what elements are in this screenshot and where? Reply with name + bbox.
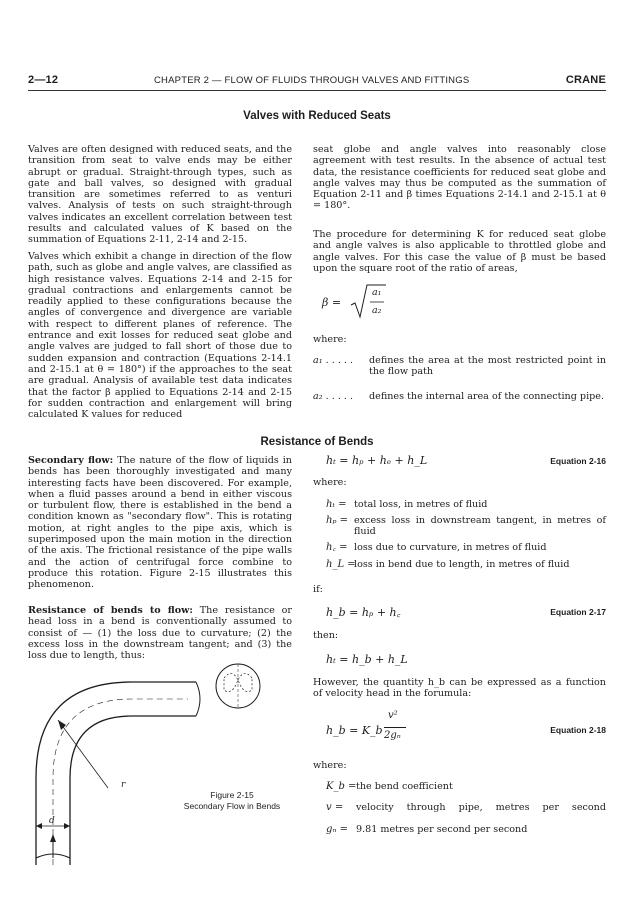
eq18-denominator: 2gₙ bbox=[384, 730, 401, 741]
eq18-fraction-bar bbox=[384, 727, 406, 728]
figure-label-d: d bbox=[49, 816, 55, 826]
section-title-reduced-seats: Valves with Reduced Seats bbox=[243, 110, 391, 122]
if-label: if: bbox=[313, 584, 323, 595]
equation-2-16: hₜ = hₚ + hₑ + h_L bbox=[326, 454, 428, 467]
head-loss-definitions: hₜ = total loss, in metres of fluid hₚ = excess loss in downstream tangent, in metres of fluid h꜀ = loss due to curvature, in metres of fluid h_L = loss in bend due to length, in metres of fluid bbox=[326, 499, 606, 570]
chapter-title: CHAPTER 2 — FLOW OF FLUIDS THROUGH VALVES AND FITTINGS bbox=[154, 75, 470, 86]
brand-name: CRANE bbox=[565, 74, 606, 86]
equation-beta bbox=[322, 283, 442, 323]
beta-denominator: a₂ bbox=[372, 305, 382, 316]
beta-numerator: a₁ bbox=[372, 287, 382, 298]
equation-2-17-label: Equation 2-17 bbox=[550, 607, 606, 617]
page-header bbox=[28, 74, 606, 88]
header-rule bbox=[28, 90, 606, 91]
paragraph-reduced-seats-1: Valves are often designed with reduced seats, and the transition from seat to valve ends may be either abrupt or gradual. Straight-through types, such as gate and ball valves, so designed with gradual transition are sometimes referred to as venturi valves. Analysis of tests on such straight-through valves indicates an excellent correlation between test results and calculated values of K based on the summation of Equations 2-11, 2-14 and 2-15. bbox=[28, 144, 292, 246]
paragraph-reduced-seats-3: seat globe and angle valves into reasonably close agreement with test results. In the absence of actual test data, the resistance coefficients for reduced seat globe and angle valves may thus be computed as the summation of Equation 2-11 and β times Equations 2-14.1 and 2-15.1 at θ = 180°. bbox=[313, 144, 606, 212]
equation-total-loss: hₜ = h_b + h_L bbox=[326, 653, 408, 666]
figure-title: Secondary Flow in Bends bbox=[183, 801, 281, 811]
paragraph-bend-resistance: Resistance of bends to flow: The resistance or head loss in a bend is conventionally assumed to consist of — (1) the loss due to curvature; (2) the excess loss in the downstream tangent; and (3) the loss due to length, thus: bbox=[28, 605, 292, 662]
where-label-2: where: bbox=[313, 477, 347, 488]
figure-label-r: r bbox=[121, 780, 126, 790]
where-label-3: where: bbox=[313, 760, 347, 771]
paragraph-secondary-flow: Secondary flow: The nature of the flow of liquids in bends has been thoroughly investigated and many interesting facts have been discovered. For example, when a fluid passes around a bend in either viscous or turbulent flow, there is established in the bend a condition known as "secondary flow". This is rotating motion, at right angles to the pipe axis, which is superimposed upon the main motion in the direction of the axis. The frictional resistance of the pipe walls and the action of centrifugal force combine to produce this rotation. Figure 2-15 illustrates this phenomenon. bbox=[28, 455, 292, 591]
figure-caption bbox=[166, 790, 298, 812]
equation-2-18 bbox=[326, 710, 466, 750]
equation-2-17: h_b = hₚ + h꜀ bbox=[326, 606, 401, 619]
eq18-lhs: h_b = K_b bbox=[326, 724, 383, 737]
section-title-bends: Resistance of Bends bbox=[260, 436, 374, 448]
equation-2-18-label: Equation 2-18 bbox=[550, 725, 606, 735]
figure-bend bbox=[28, 640, 298, 865]
beta-lhs: β = bbox=[322, 296, 342, 309]
bend-coefficient-definitions: K_b = the bend coefficient v = velocity through pipe, metres per second gₙ = 9.81 metres per second per second bbox=[326, 781, 606, 835]
then-label: then: bbox=[313, 630, 339, 641]
eq18-numerator: v² bbox=[388, 710, 398, 721]
figure-number: Figure 2-15 bbox=[210, 790, 254, 800]
paragraph-velocity-head: However, the quantity h_b can be expressed as a function of velocity head in the forumula: bbox=[313, 677, 606, 700]
equation-2-16-label: Equation 2-16 bbox=[550, 456, 606, 466]
paragraph-reduced-seats-4: The procedure for determining K for reduced seat globe and angle valves is also applicable to throttled globe and angle valves. For this case the value of β must be based upon the square root of the ratio of areas, bbox=[313, 229, 606, 274]
where-label-1: where: bbox=[313, 334, 347, 345]
page-number: 2—12 bbox=[28, 74, 59, 86]
paragraph-reduced-seats-2: Valves which exhibit a change in direction of the flow path, such as globe and angle valves, are classified as high resistance valves. Equations 2-14 and 2-15 for gradual contractions and enlargements cannot be readily applied to these configurations because the angles of convergence and divergence are variable with respect to different planes of reference. The entrance and exit losses for reduced seat globe and angle valves are judged to fall short of those due to sudden expansion and contraction (Equations 2-14.1 and 2-15.1 at θ = 180°) if the approaches to the seat are gradual. Analysis of available test data indicates that the factor β applied to Equations 2-14 and 2-15 for sudden contraction and enlargement will bring calculated K values for reduced bbox=[28, 251, 292, 421]
bend-diagram bbox=[28, 640, 298, 865]
area-definitions: a₁ . . . . . defines the area at the most restricted point in the flow path a₂ . . . . . defines the internal area of the connecting pipe. bbox=[313, 355, 606, 402]
